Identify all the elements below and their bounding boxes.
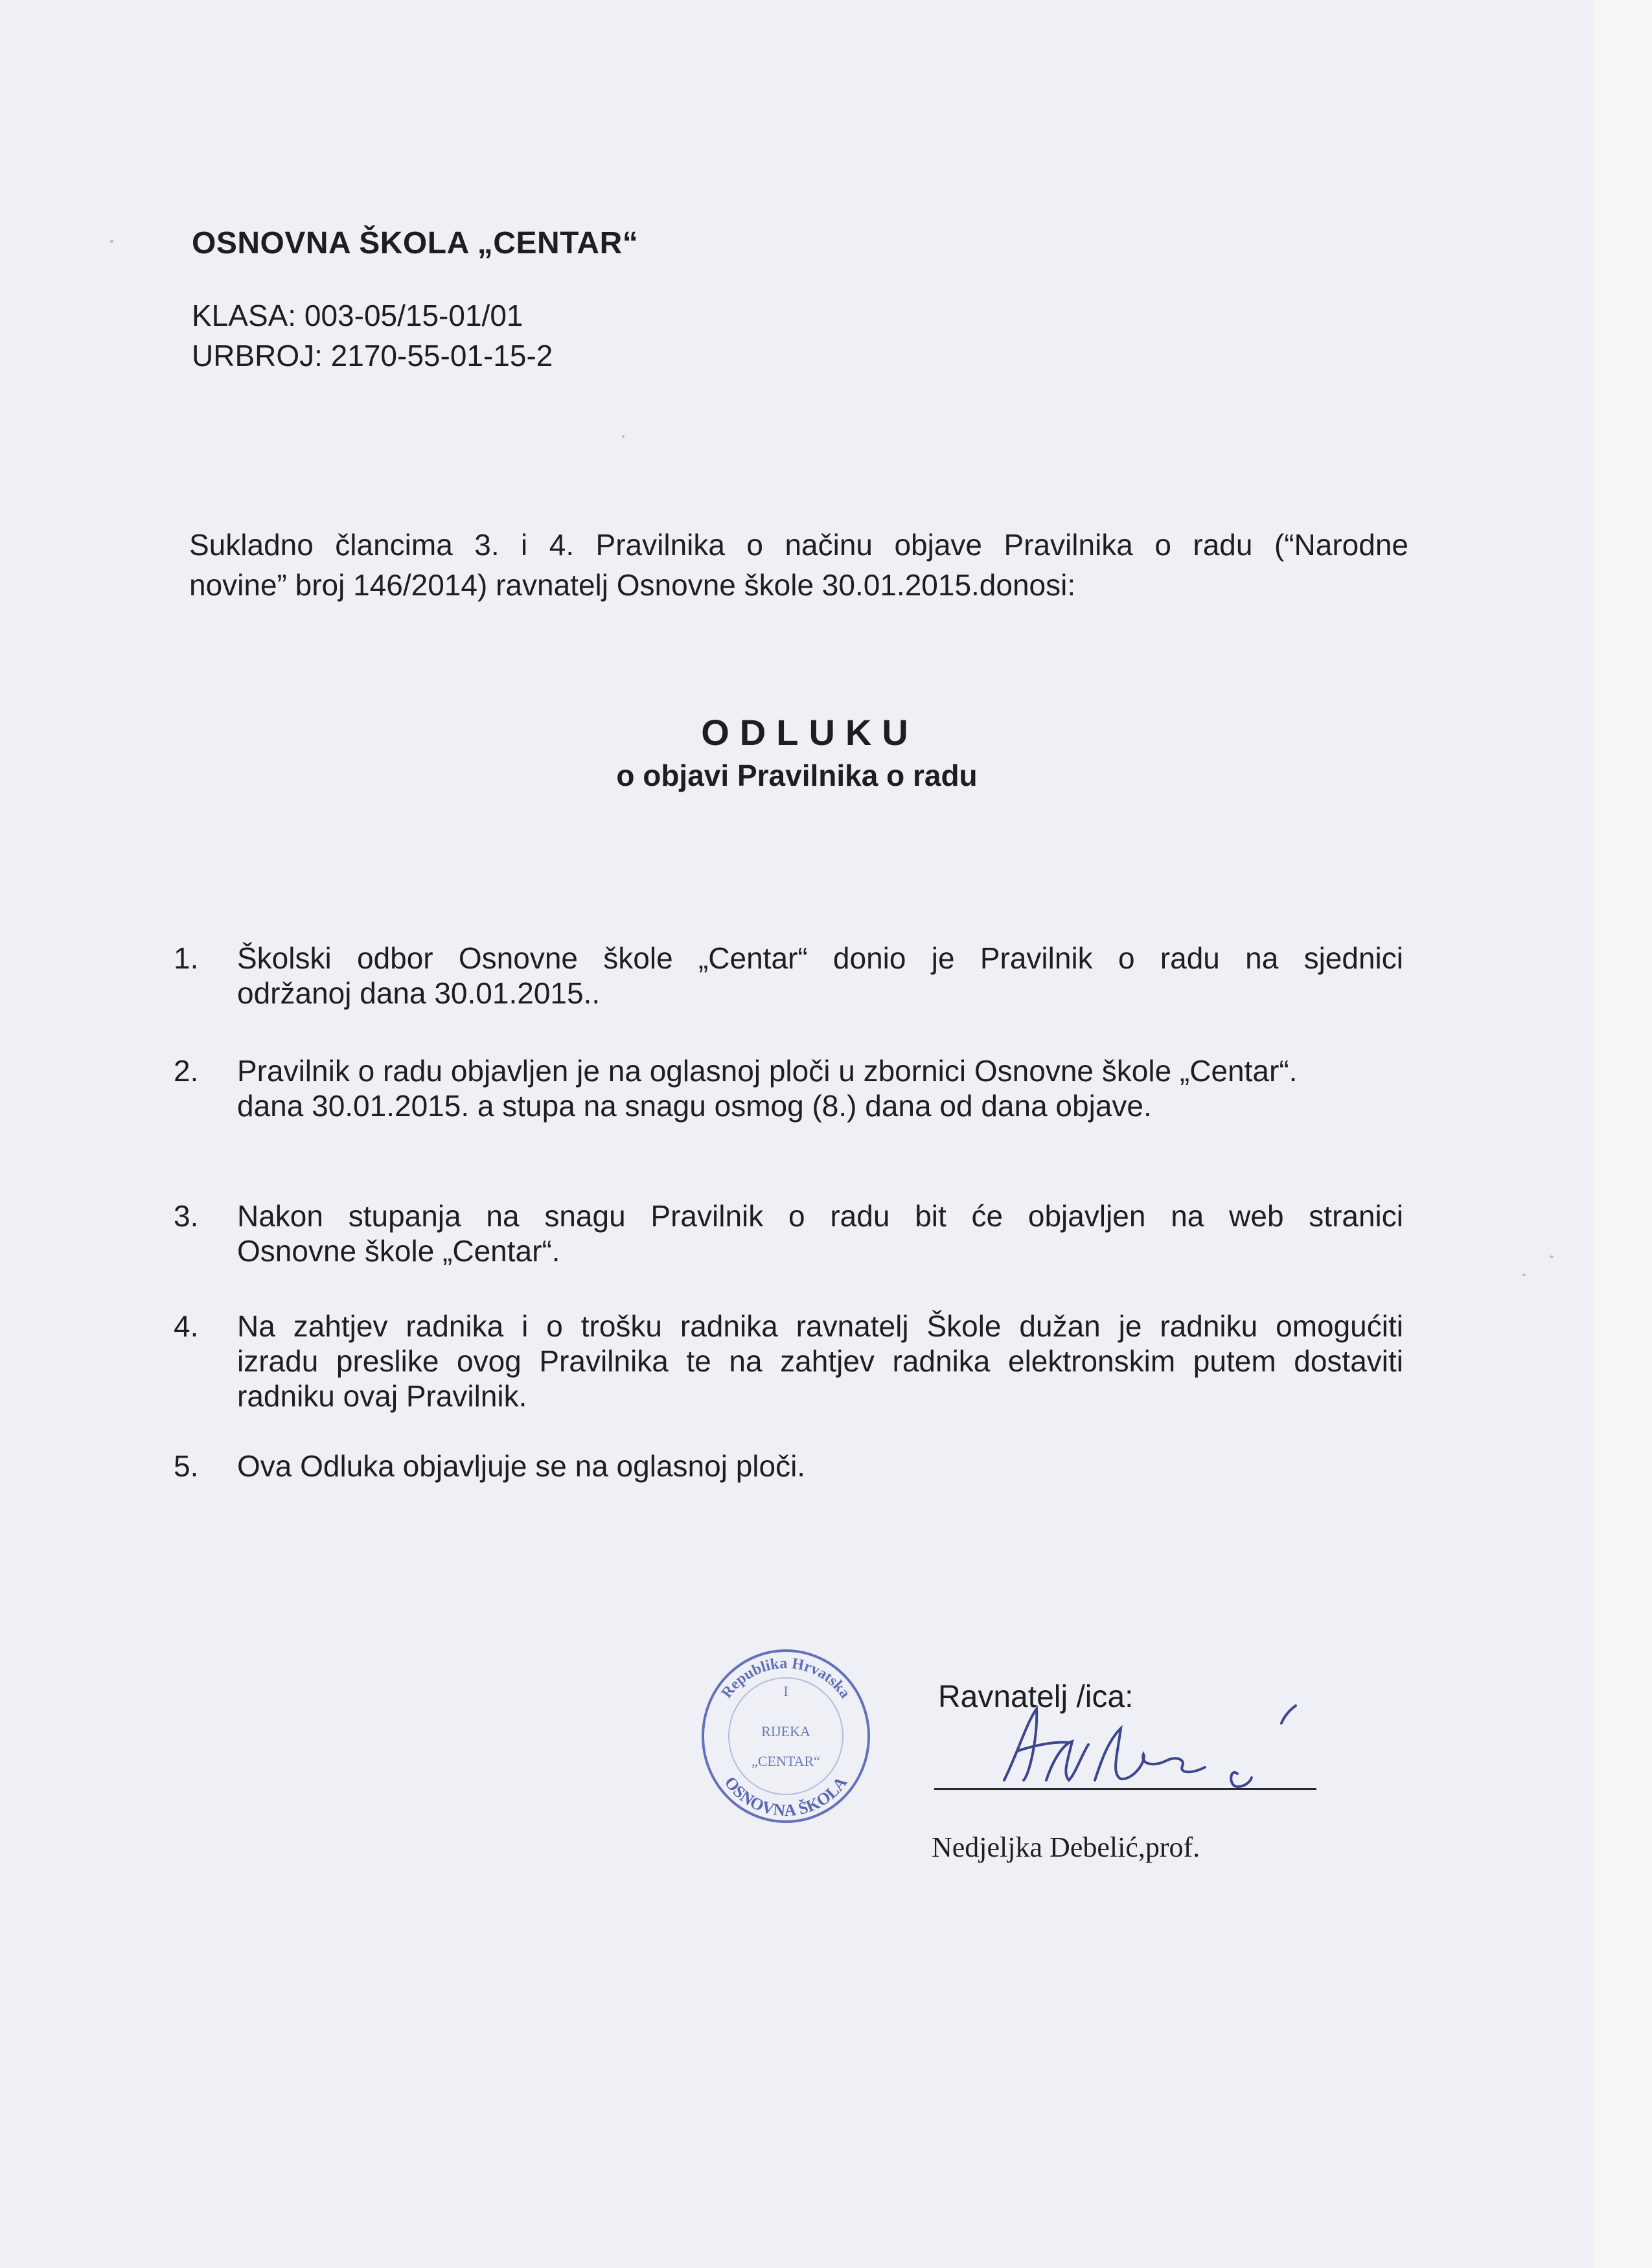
urbroj-number: URBROJ: 2170-55-01-15-2	[192, 339, 553, 372]
list-item-line: Osnovne škole „Centar“.	[237, 1234, 560, 1268]
stamp-arc-bottom: OSNOVNA ŠKOLA	[720, 1773, 851, 1820]
handwritten-signature	[991, 1683, 1328, 1813]
list-item-line: Nakon stupanja na snagu Pravilnik o radu bit će objavljen na web stranici	[237, 1199, 1403, 1233]
official-stamp	[692, 1639, 880, 1833]
list-item-number: 1.	[174, 941, 199, 975]
list-item-text	[237, 1198, 1403, 1268]
intro-paragraph-line-2	[189, 565, 1408, 605]
stamp-arc-top: Republika Hrvatska	[718, 1655, 854, 1702]
list-item-line: održanoj dana 30.01.2015..	[237, 976, 601, 1010]
list-item-text	[237, 1309, 1403, 1414]
school-name: OSNOVNA ŠKOLA „CENTAR“	[192, 226, 639, 260]
signatory-name: Nedjeljka Debelić,prof.	[932, 1831, 1200, 1863]
list-item-line: dana 30.01.2015. a stupa na snagu osmog (8.) dana od dana objave.	[237, 1089, 1152, 1123]
intro-paragraph-line-1	[189, 525, 1408, 565]
stamp-numeral: I	[783, 1683, 788, 1699]
scan-speck	[1550, 1255, 1554, 1258]
stamp-city: RIJEKA	[761, 1723, 810, 1739]
intro-text: Sukladno člancima 3. i 4. Pravilnika o načinu objave Pravilnika o radu (“Narodne	[189, 528, 1408, 562]
list-item-line: Ova Odluka objavljuje se na oglasnoj ploči.	[237, 1449, 806, 1483]
list-item-line: Školski odbor Osnovne škole „Centar“ donio je Pravilnik o radu na sjednici	[237, 941, 1403, 975]
list-item-text	[237, 1053, 1403, 1123]
list-item-number: 2.	[174, 1054, 199, 1088]
scan-speck	[110, 240, 113, 243]
klasa-number: KLASA: 003-05/15-01/01	[192, 299, 523, 332]
scan-speck	[622, 435, 625, 438]
list-item-number: 4.	[174, 1309, 199, 1343]
signature-line	[934, 1788, 1316, 1790]
list-item-text	[237, 941, 1403, 1011]
list-item-line: radniku ovaj Pravilnik.	[237, 1379, 527, 1413]
list-item-line: izradu preslike ovog Pravilnika te na zahtjev radnika elektronskim putem dostaviti	[237, 1344, 1403, 1378]
scan-speck	[1522, 1274, 1526, 1276]
intro-text: novine” broj 146/2014) ravnatelj Osnovne škole 30.01.2015.donosi:	[189, 568, 1076, 602]
signature-label: Ravnatelj /ica:	[938, 1680, 1134, 1714]
list-item-number: 5.	[174, 1449, 199, 1483]
list-item-text	[237, 1449, 1403, 1483]
list-item-number: 3.	[174, 1199, 199, 1233]
stamp-school-name: „CENTAR“	[751, 1753, 820, 1769]
decision-subtitle: o objavi Pravilnika o radu	[616, 759, 978, 792]
list-item-line: Na zahtjev radnika i o trošku radnika ravnatelj Škole dužan je radniku omogućiti	[237, 1309, 1403, 1343]
scan-edge	[1594, 0, 1652, 2268]
list-item-line: Pravilnik o radu objavljen je na oglasnoj ploči u zbornici Osnovne škole „Centar“.	[237, 1054, 1298, 1088]
decision-title: ODLUKU	[701, 712, 919, 753]
